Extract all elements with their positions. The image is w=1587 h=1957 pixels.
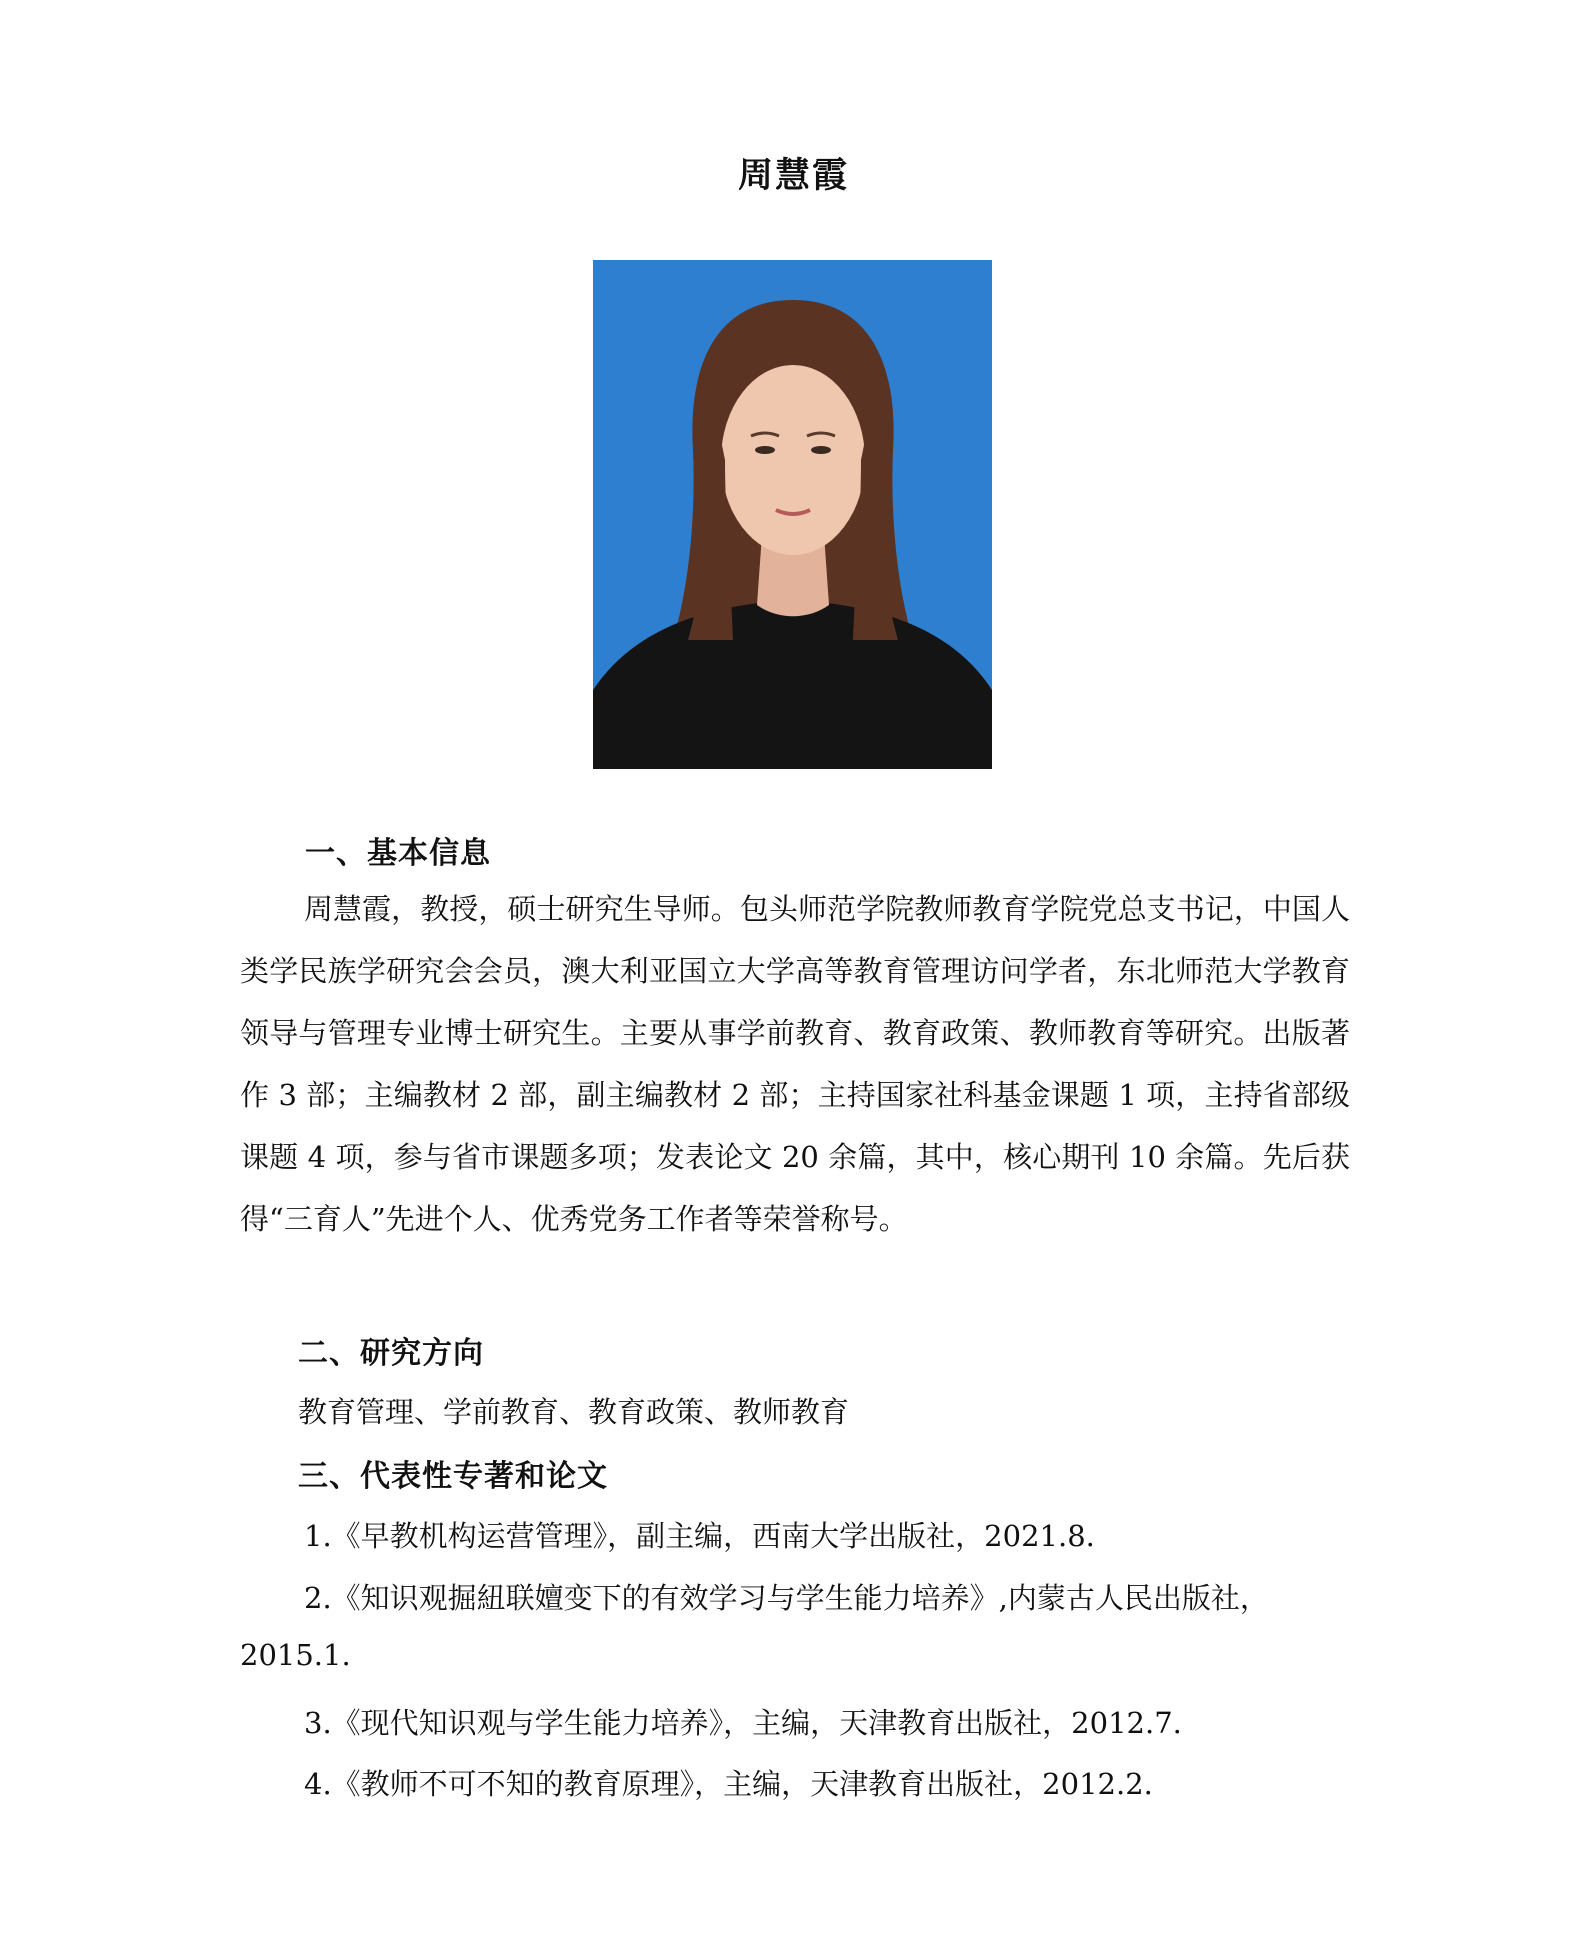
publication-item: 1.《早教机构运营管理》，副主编，西南大学出版社，2021.8.: [304, 1519, 1095, 1553]
page-title: 周慧霞: [737, 156, 849, 196]
section-heading-basic-info: 一、基本信息: [305, 836, 491, 871]
section-heading-research: 二、研究方向: [298, 1336, 484, 1371]
basic-info-paragraph: 周慧霞，教授，硕士研究生导师。包头师范学院教师教育学院党总支书记，中国人类学民族学研究会会员，澳大利亚国立大学高等教育管理访问学者，东北师范大学教育领导与管理专业博士研究生。主要从事学前教育、教育政策、教师教育等研究。出版著作 3 部；主编教材 2 部，副主编教材 2 部；主持国家社科基金课题 1 项，主持省部级课题 4 项，参与省市课题多项；发表论文 20 余篇，其中，核心期刊 10 余篇。先后获得“三育人”先进个人、优秀党务工作者等荣誉称号。: [240, 892, 1350, 1236]
portrait-photo: [593, 260, 992, 769]
publication-item: 4.《教师不可不知的教育原理》，主编，天津教育出版社，2012.2.: [304, 1767, 1153, 1801]
publication-item: 3.《现代知识观与学生能力培养》，主编，天津教育出版社，2012.7.: [304, 1706, 1182, 1740]
section-heading-publications: 三、代表性专著和论文: [298, 1459, 608, 1494]
publication-item: 2.《知识观掘紐联嬗变下的有效学习与学生能力培养》,内蒙古人民出版社，: [304, 1581, 1269, 1615]
publication-item-continued: 2015.1.: [240, 1638, 351, 1672]
research-directions: 教育管理、学前教育、教育政策、教师教育: [298, 1395, 850, 1429]
